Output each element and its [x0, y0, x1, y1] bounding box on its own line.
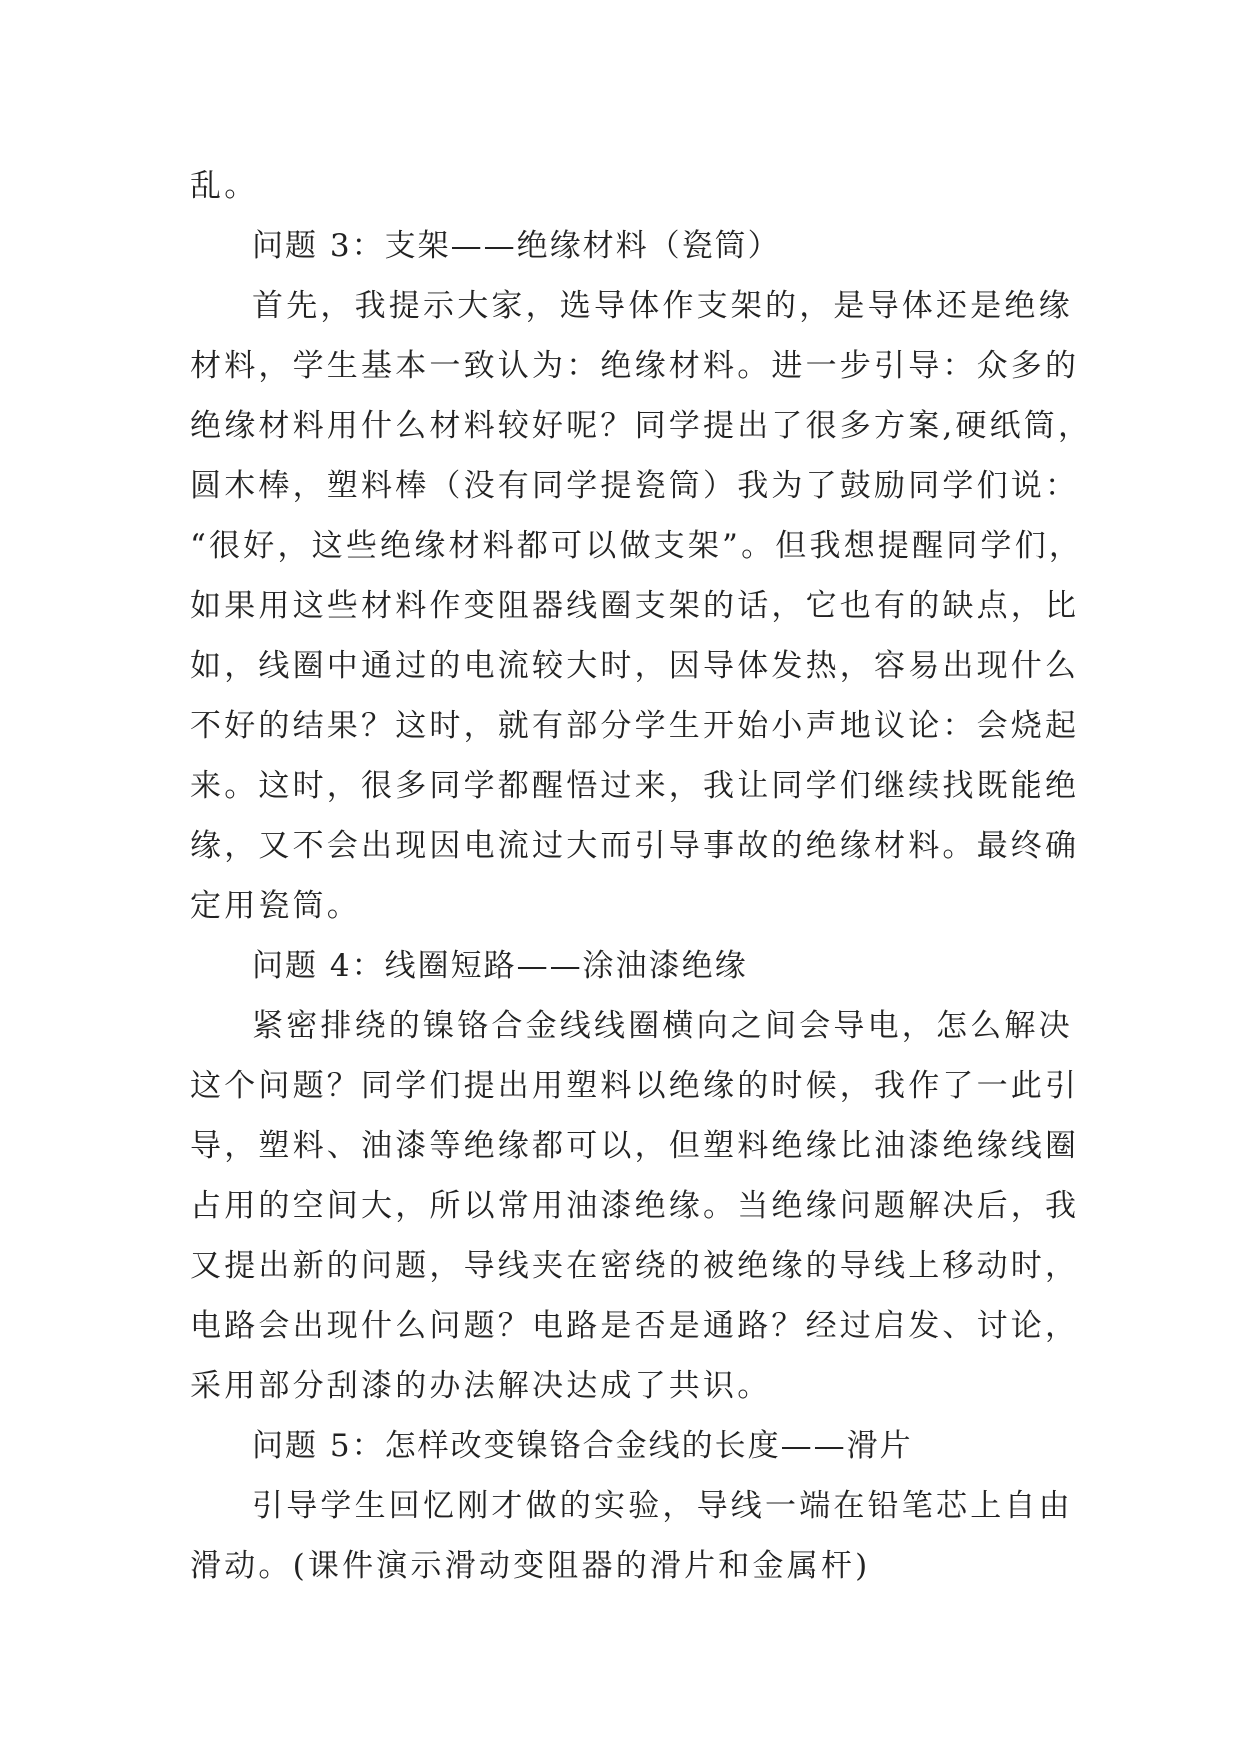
text-line: 电路会出现什么问题？电路是否是通路？经过启发、讨论， [190, 1308, 1080, 1344]
text-line: 采用部分刮漆的办法解决达成了共识。 [190, 1368, 772, 1404]
text-line: 乱。 [190, 168, 259, 204]
text-line: 不好的结果？这时，就有部分学生开始小声地议论：会烧起 [190, 708, 1080, 744]
text-line: 滑动。(课件演示滑动变阻器的滑片和金属杆) [190, 1548, 871, 1584]
text-line: 导，塑料、油漆等绝缘都可以，但塑料绝缘比油漆绝缘线圈 [190, 1128, 1080, 1164]
paragraph-first-line: 首先，我提示大家，选导体作支架的，是导体还是绝缘 [252, 288, 1073, 324]
text-line: 这个问题？同学们提出用塑料以绝缘的时候，我作了一此引 [190, 1068, 1080, 1104]
section-heading-5: 问题 5：怎样改变镍铬合金线的长度——滑片 [252, 1428, 913, 1464]
text-line: 如，线圈中通过的电流较大时，因导体发热，容易出现什么 [190, 648, 1080, 684]
text-line: 圆木棒，塑料棒（没有同学提瓷筒）我为了鼓励同学们说： [190, 468, 1080, 504]
section-heading-3: 问题 3：支架——绝缘材料（瓷筒） [252, 228, 781, 264]
paragraph-first-line: 紧密排绕的镍铬合金线线圈横向之间会导电，怎么解决 [252, 1008, 1073, 1044]
text-line: “很好，这些绝缘材料都可以做支架”。但我想提醒同学们， [190, 528, 1084, 564]
text-line: 材料，学生基本一致认为：绝缘材料。进一步引导：众多的 [190, 348, 1080, 384]
section-heading-4: 问题 4：线圈短路——涂油漆绝缘 [252, 948, 748, 984]
text-line: 缘，又不会出现因电流过大而引导事故的绝缘材料。最终确 [190, 828, 1080, 864]
text-line: 如果用这些材料作变阻器线圈支架的话，它也有的缺点，比 [190, 588, 1080, 624]
text-line: 占用的空间大，所以常用油漆绝缘。当绝缘问题解决后，我 [190, 1188, 1080, 1224]
text-line: 又提出新的问题，导线夹在密绕的被绝缘的导线上移动时， [190, 1248, 1080, 1284]
body-text [190, 156, 1093, 1596]
text-line: 定用瓷筒。 [190, 888, 361, 924]
text-line: 来。这时，很多同学都醒悟过来，我让同学们继续找既能绝 [190, 768, 1080, 804]
text-line: 绝缘材料用什么材料较好呢？同学提出了很多方案,硬纸筒， [190, 408, 1093, 444]
paragraph-first-line: 引导学生回忆刚才做的实验，导线一端在铅笔芯上自由 [252, 1488, 1073, 1524]
